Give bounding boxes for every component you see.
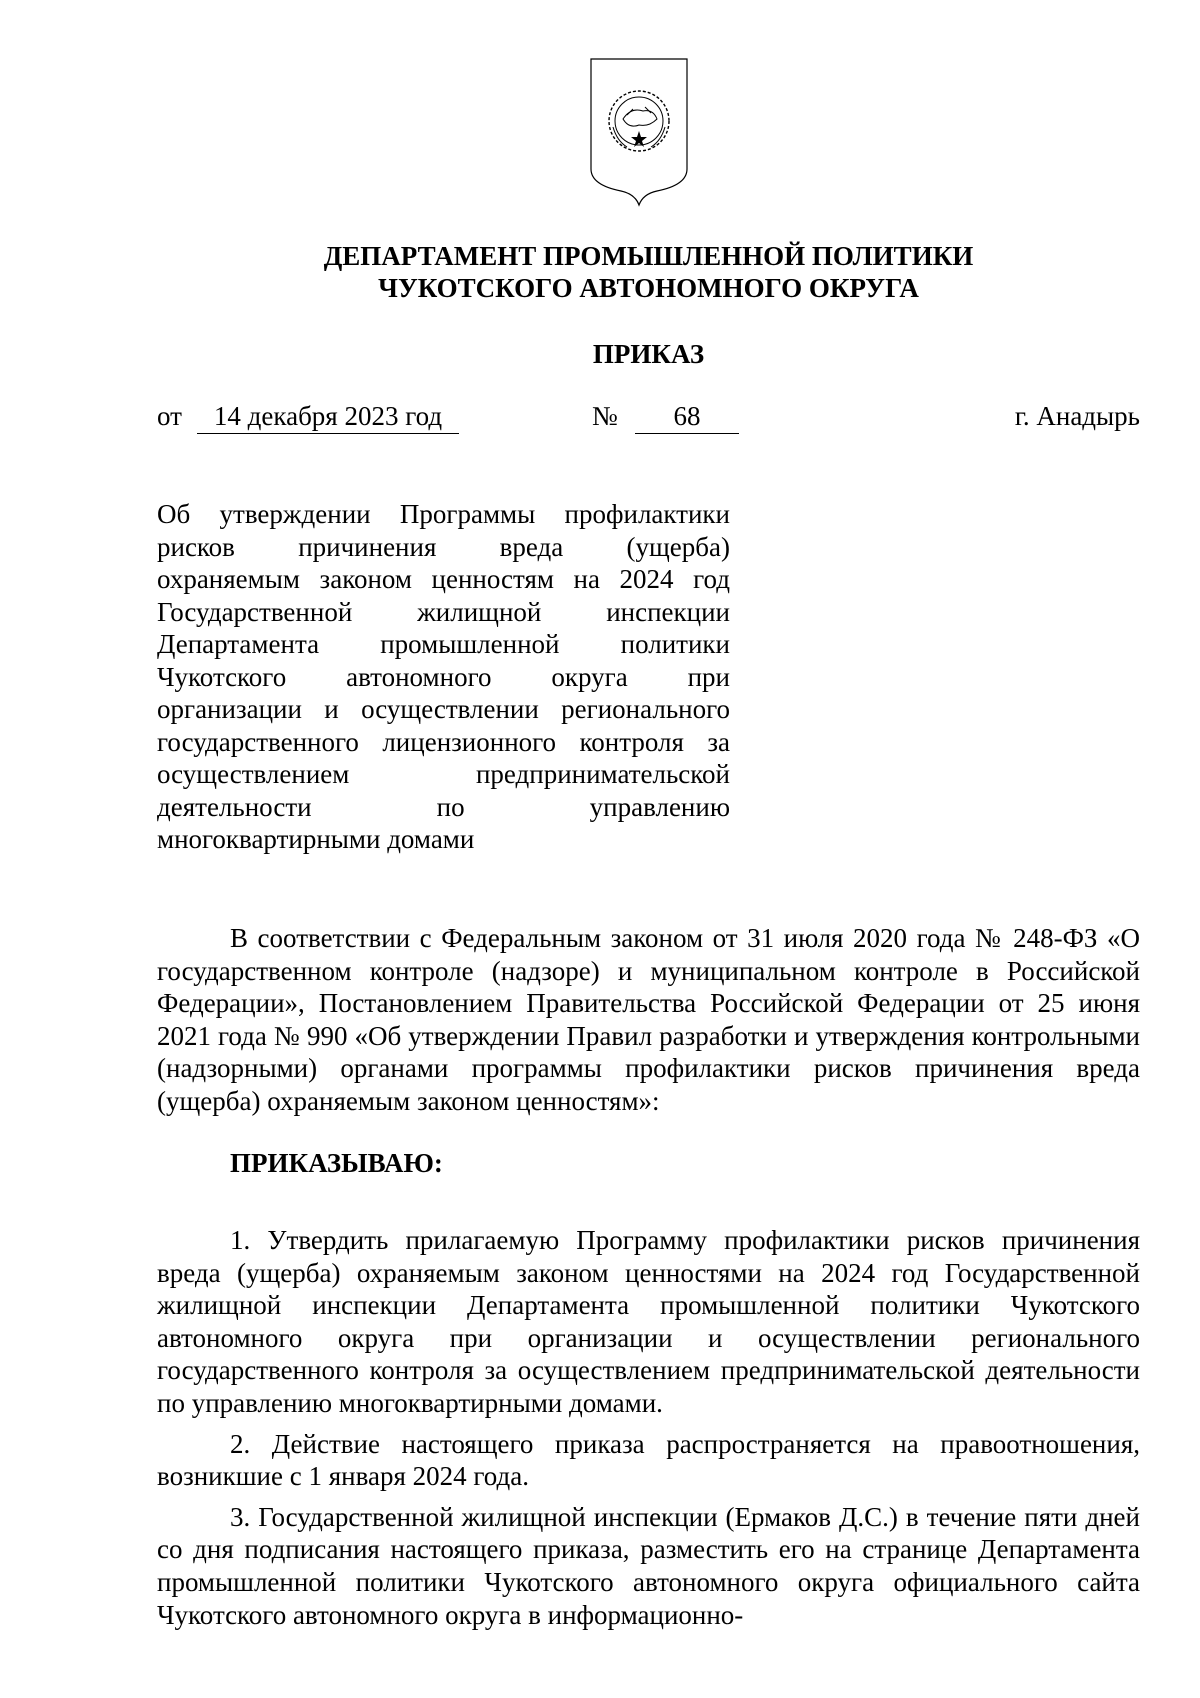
order-item-1: 1. Утвердить прилагаемую Программу профилактики рисков причинения вреда (ущерба) охраняемым законом ценностями на 2024 год Государственной жилищной инспекции Департамента промышленной политики Чукотского автономного округа при организации и осуществлении регионального государственного контроля за осуществлением предпринимательской деятельности по управлению многоквартирными домами.	[157, 1225, 1140, 1418]
subject-line: охраняемым законом ценностям на 2024 год	[157, 564, 730, 594]
from-label: от	[157, 401, 182, 431]
preamble	[157, 922, 1140, 1118]
order-number: 68	[635, 400, 739, 434]
subject-line: многоквартирными домами	[157, 824, 475, 854]
subject-line: рисков причинения вреда (ущерба)	[157, 531, 730, 562]
order-date: 14 декабря 2023 год	[197, 400, 459, 434]
subject-line: государственного лицензионного контроля за	[157, 726, 730, 757]
document-type: ПРИКАЗ	[592, 339, 705, 369]
order-item-2: 2. Действие настоящего приказа распространяется на правоотношения, возникшие с 1 января 2024 года.	[157, 1428, 1140, 1492]
subject-line: Государственной жилищной инспекции	[157, 596, 730, 627]
preamble-paragraph: В соответствии с Федеральным законом от 31 июля 2020 года № 248-ФЗ «О государственном контроле (надзоре) и муниципальном контроле в Российской Федерации», Постановлением Правительства Российской Федерации от 25 июня 2021 года № 990 «Об утверждении Правил разработки и утверждения контрольными (надзорными) органами программы профилактики рисков причинения вреда (ущерба) охраняемым законом ценностям»:	[157, 923, 1140, 1116]
order-items	[157, 1224, 1140, 1631]
order-subject	[157, 498, 730, 856]
subject-line: организации и осуществлении регионального	[157, 694, 730, 724]
city: г. Анадырь	[1014, 401, 1140, 431]
subject-line: Чукотского автономного округа при	[157, 661, 730, 692]
organization-line-2: ЧУКОТСКОГО АВТОНОМНОГО ОКРУГА	[378, 273, 919, 303]
order-word: ПРИКАЗЫВАЮ:	[230, 1148, 443, 1178]
order-details-line	[157, 400, 1140, 436]
subject-line: осуществлением предпринимательской	[157, 759, 730, 789]
subject-line: деятельности по управлению	[157, 791, 730, 822]
organization-line-1: ДЕПАРТАМЕНТ ПРОМЫШЛЕННОЙ ПОЛИТИКИ	[323, 241, 974, 271]
organization-name	[157, 240, 1140, 304]
order-item-3: 3. Государственной жилищной инспекции (Ермаков Д.С.) в течение пяти дней со дня подписания настоящего приказа, разместить его на странице Департамента промышленной политики Чукотского автономного округа официального сайта Чукотского автономного округа в информационно-	[157, 1501, 1140, 1630]
coat-of-arms-icon	[587, 57, 691, 207]
subject-line: Об утверждении Программы профилактики	[157, 499, 730, 529]
subject-line: Департамента промышленной политики	[157, 629, 730, 659]
number-label: №	[592, 401, 618, 431]
